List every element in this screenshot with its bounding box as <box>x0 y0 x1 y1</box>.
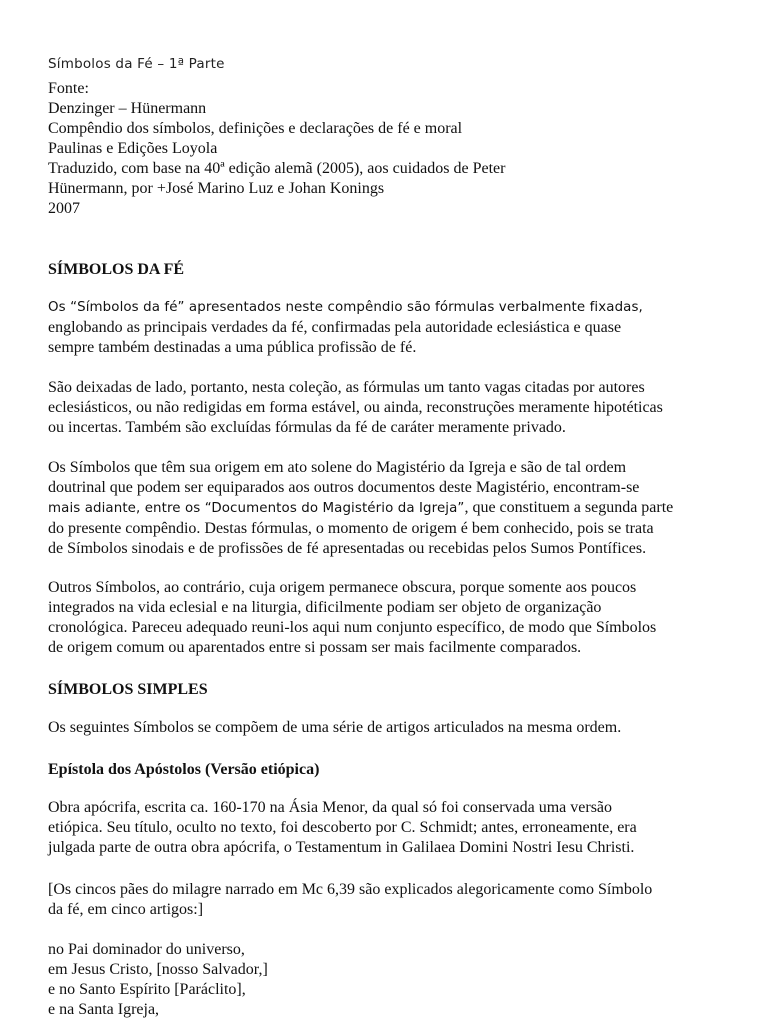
paragraph-line: São deixadas de lado, portanto, nesta coleção, as fórmulas um tanto vagas citadas por autores <box>48 379 645 396</box>
section-heading-epistola: Epístola dos Apóstolos (Versão etiópica) <box>48 761 320 778</box>
paragraph-line-segment: , que constituem a segunda parte <box>464 499 674 516</box>
creed-line: em Jesus Cristo, [nosso Salvador,] <box>48 961 268 978</box>
document-header-title: Símbolos da Fé – 1ª Parte <box>48 56 225 72</box>
paragraph-line: de Símbolos sinodais e de profissões de fé apresentadas ou recebidas pelos Sumos Pontífices. <box>48 540 647 557</box>
paragraph-line: Os “Símbolos da fé” apresentados neste compêndio são fórmulas verbalmente fixadas, <box>48 300 643 315</box>
paragraph-magisterium-symbols <box>48 458 748 559</box>
creed-line: e na Santa Igreja, <box>48 1001 160 1018</box>
paragraph-line: da fé, em cinco artigos:] <box>48 901 204 918</box>
source-line: Denzinger – Hünermann <box>48 100 207 117</box>
paragraph-line: eclesiásticos, ou não redigidas em forma estável, ou ainda, reconstruções meramente hipotéticas <box>48 399 663 416</box>
source-line: Traduzido, com base na 40ª edição alemã (2005), aos cuidados de Peter <box>48 160 506 177</box>
paragraph-line: [Os cincos pães do milagre narrado em Mc 6,39 são explicados alegoricamente como Símbolo <box>48 881 653 898</box>
paragraph-five-loaves <box>48 880 748 920</box>
source-citation-block <box>48 79 748 219</box>
paragraph-excluded-formulas <box>48 378 748 438</box>
paragraph-line: Os Símbolos que têm sua origem em ato solene do Magistério da Igreja e são de tal ordem <box>48 459 627 476</box>
paragraph-line <box>48 498 748 519</box>
paragraph-line: de origem comum ou aparentados entre si possam ser mais facilmente comparados. <box>48 639 582 656</box>
source-line: 2007 <box>48 200 80 217</box>
creed-articles <box>48 940 748 1020</box>
paragraph-line: Outros Símbolos, ao contrário, cuja origem permanece obscura, porque somente aos poucos <box>48 579 637 596</box>
creed-line: no Pai dominador do universo, <box>48 941 245 958</box>
paragraph-line: integrados na vida eclesial e na liturgia, dificilmente podiam ser objeto de organização <box>48 599 602 616</box>
section-heading-simbolos-da-fe: SÍMBOLOS DA FÉ <box>48 261 185 278</box>
paragraph-other-symbols <box>48 578 748 658</box>
paragraph-line: julgada parte de outra obra apócrifa, o Testamentum in Galilaea Domini Nostri Iesu Christi. <box>48 839 635 856</box>
paragraph-line: cronológica. Pareceu adequado reuni-los aqui num conjunto específico, de modo que Símbolos <box>48 619 657 636</box>
paragraph-simple-symbols <box>48 718 748 738</box>
paragraph-line: etiópica. Seu título, oculto no texto, foi descoberto por C. Schmidt; antes, erroneamente, era <box>48 819 637 836</box>
paragraph-line: englobando as principais verdades da fé, confirmadas pela autoridade eclesiástica e quase <box>48 319 622 336</box>
paragraph-line: Obra apócrifa, escrita ca. 160-170 na Ásia Menor, da qual só foi conservada uma versão <box>48 799 613 816</box>
paragraph-epistola-description <box>48 798 748 858</box>
source-line: Compêndio dos símbolos, definições e declarações de fé e moral <box>48 120 463 137</box>
source-line: Hünermann, por +José Marino Luz e Johan Konings <box>48 180 385 197</box>
section-heading-simbolos-simples: SÍMBOLOS SIMPLES <box>48 681 208 698</box>
paragraph-line: Os seguintes Símbolos se compõem de uma série de artigos articulados na mesma ordem. <box>48 719 622 736</box>
paragraph-line: do presente compêndio. Destas fórmulas, o momento de origem é bem conhecido, pois se trata <box>48 520 654 537</box>
paragraph-line: ou incertas. Também são excluídas fórmulas da fé de caráter meramente privado. <box>48 419 566 436</box>
paragraph-intro <box>48 298 748 358</box>
source-line: Paulinas e Edições Loyola <box>48 140 218 157</box>
paragraph-line: doutrinal que podem ser equiparados aos outros documentos deste Magistério, encontram-se <box>48 479 640 496</box>
paragraph-line: sempre também destinadas a uma pública profissão de fé. <box>48 339 417 356</box>
creed-line: e no Santo Espírito [Paráclito], <box>48 981 246 998</box>
source-line: Fonte: <box>48 80 89 97</box>
paragraph-line-segment: mais adiante, entre os “Documentos do Magistério da Igreja” <box>48 501 465 516</box>
